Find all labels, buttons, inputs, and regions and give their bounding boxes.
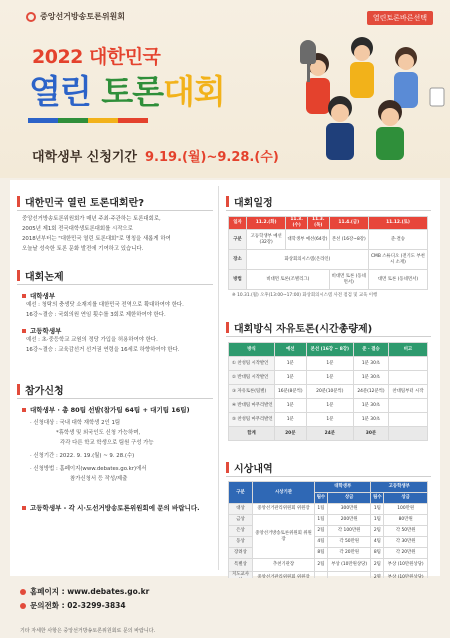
org-name: 중앙선거방송토론위원회 [40,12,126,21]
contact-line [20,600,126,611]
apply-divider [17,398,213,399]
year-title: 2022 대한민국 [32,46,161,68]
microphone-icon [300,40,316,64]
column-divider [218,186,219,570]
apply-details: · 신청대상 : 국내 대학 재학생 2인 1팀 *휴학생 및 외국인도 신청 가능하며, 각각 다른 학교 학생으로 팀원 구성 가능 · 신청기간 : 2022. 9. 19.(월) ~ 9. 28.(수) · 신청방법 : 홈페이지(www.debates.go.kr)에서 참가신청서 등 작성/제출 [30,420,154,482]
prize-heading: 시상내역 [226,460,273,475]
apply-period [32,146,279,165]
about-heading: 대한민국 열린 토론대회란? [17,194,144,209]
format-table: 방식 예선 본선 (16강 ~ 8강) 준 · 결승 비고 ① 찬성팀 시작발언 1분 1분 1분 30초 ② 반대팀 시작발언 1분 1분 1분 30초 ③ 자유토론(팀별) 16분(8분씩) 20분(10분씩) 24분(12분씩) 찬대팀부터 시작 ④ 반대팀 마무리발언 1분 1분 1분 30초 ⑤ 찬성팀 마무리발언 1분 1분 1분 30초 합계 20분 24분 30분 [228,342,428,441]
apply-heading: 참가신청 [17,382,64,397]
apply-high-head: 고등학생부 - 각 시·도선거방송토론위원회에 문의 바랍니다. [22,503,200,512]
title-word-1: 열린 [29,72,91,111]
home-icon [20,589,26,595]
topic-divider [17,284,213,285]
schedule-note: ※ 10.31.(월) 오후(13:00~17:00) 화상회의시스템 사전 점검 및 교육 이행 [232,293,378,298]
about-text: 중앙선거방송토론위원회가 매년 주최·주관하는 토론대회로, 2005년 제1회 전국대학생토론대회를 시작으로 2018년부터는 "대한민국 열린 토론대회"로 명칭을 새롭게 하여 오늘날 성숙한 토론 문화 발전에 기여하고 있습니다. [22,216,171,252]
apply-period-label: 대학생부 신청기간 [32,150,137,165]
main-title [29,66,225,113]
org-logo-icon [26,12,36,22]
apply-period-dates: 9.19.(월)~9.28.(수) [145,150,279,165]
org-brand [26,11,125,22]
title-word-2: 토론 [101,72,164,111]
schedule-divider [226,210,431,211]
phone-icon [20,603,26,609]
schedule-table: 일자 11.2.(화) 11.3.(수) 11.3.(목) 11.4.(금) 11.12.(토) 구분 고등학생부 예선(32강) 대학생부 예선(64강) 본선 (16강~8강) 준·결승 장소 화상회의시스템(온라인) CMB 스튜디오 (전기도 부천시 소재) 방법 비대면 토론(조별리그) 비대면 토론 (동네면서) 대면 토론 (동네면서) [228,216,428,290]
format-divider [226,336,431,337]
microphone-stand [307,64,310,82]
topic-univ-text: 예선 : 청탁의 충생닷 소재지를 대한민국 전역으로 확대하여야 한다. 16강~결승 : 국회의원 연임 횟수를 3회로 제한하여야 한다. [26,302,184,318]
schedule-heading: 대회일정 [226,194,273,209]
contact-text: 문의전화 : 02-3299-3834 [30,601,126,610]
color-stripe [28,118,148,123]
slogan-badge: 열린토론바른선택 [367,11,433,25]
topic-high-text: 예선 : 초·중등학교 교원의 정당 가입을 허용하여야 한다. 16강~결승 : 교육감선거 선거권 연령을 16세로 하향하여야 한다. [26,337,180,353]
topic-high-label: 고등학생부 [22,326,61,335]
apply-univ-head: 대학생부 · 총 80팀 선발(참가팀 64팀 + 대기팀 16팀) [22,405,190,414]
prize-table: 구분 시상기관 대학생부 고등학생부 팀수 상금 팀수 상금 대상 중앙선거관리위원회 위원장 1팀 300만원 1팀 100만원 금상 중앙선거방송토론위원회 위원장 1팀 200만원 1팀 80만원 은상 2팀 각 100만원 2팀 각 50만원 동상 4팀 각 50만원 4팀 각 30만원 장려상 8팀 각 20만원 8팀 각 20만원 특별상 추천기관장 2팀 부상 (10만원상당) 2팀 부상 (10만원상당) 지도교사 [228,481,428,585]
topic-univ-label: 대학생부 [22,291,55,300]
about-divider [17,210,213,211]
homepage-line [20,586,149,597]
topic-heading: 대회논제 [17,268,64,283]
format-heading: 대회방식 자유토론(시간총량제) [226,320,372,335]
homepage-text[interactable]: 홈페이지 : www.debates.go.kr [30,587,150,596]
prize-divider [226,476,431,477]
title-word-3: 대회 [163,72,225,111]
poster-header [0,0,450,178]
footer-note: 기타 자세한 사항은 중앙선거방송토론위원회로 문의 바랍니다. [20,628,156,634]
